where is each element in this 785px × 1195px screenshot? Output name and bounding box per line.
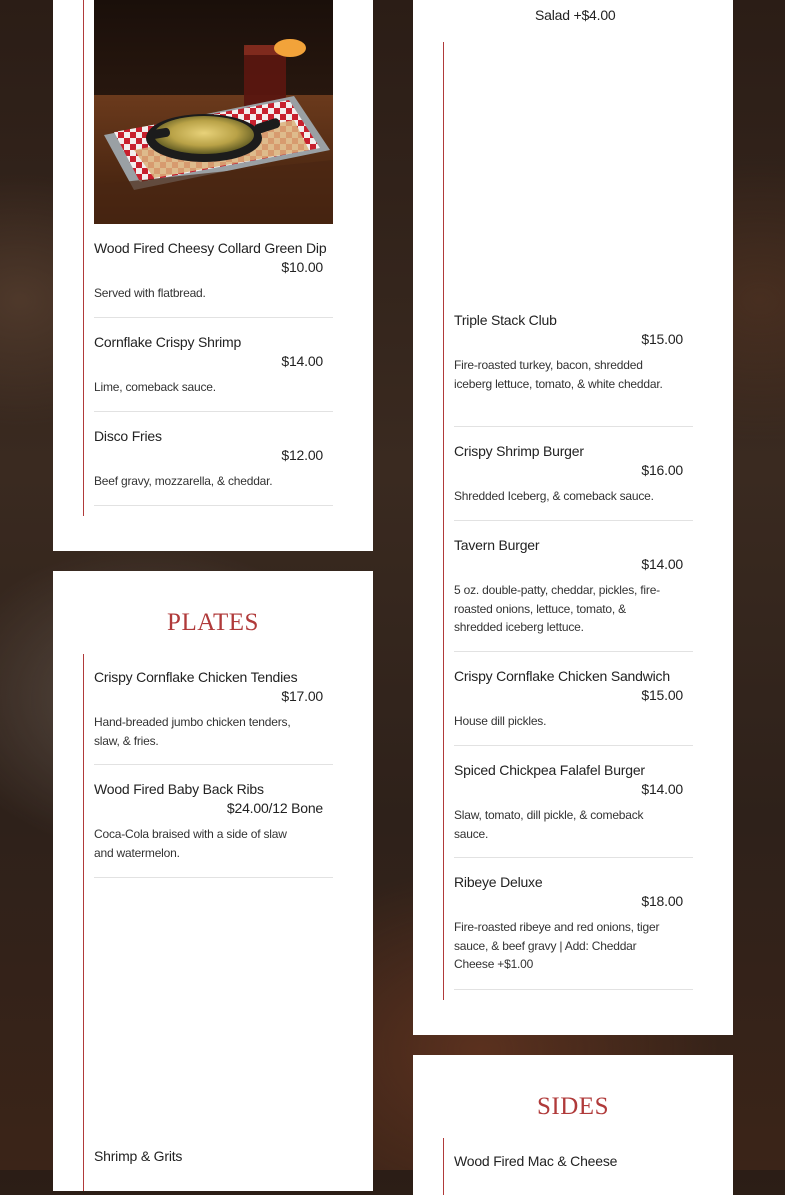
menu-item-name: Shrimp & Grits	[94, 1148, 183, 1164]
menu-item-price: $17.00	[281, 688, 323, 704]
menu-item-name: Spiced Chickpea Falafel Burger	[454, 762, 645, 778]
menu-item-ribeye-deluxe	[454, 874, 693, 990]
menu-item-price: $14.00	[641, 556, 683, 572]
menu-item-name: Triple Stack Club	[454, 312, 557, 328]
menu-item-disco-fries	[94, 428, 333, 506]
menu-item-name: Crispy Cornflake Chicken Sandwich	[454, 668, 670, 684]
menu-item-crispy-shrimp-burger	[454, 443, 693, 521]
item-divider	[94, 317, 333, 318]
item-divider	[454, 426, 693, 427]
menu-item-price: $14.00	[641, 781, 683, 797]
menu-item-description: Shredded Iceberg, & comeback sauce.	[454, 489, 654, 503]
menu-item-name: Cornflake Crispy Shrimp	[94, 334, 242, 350]
menu-item-description: 5 oz. double-patty, cheddar, pickles, fire-roasted onions, lettuce, tomato, & shredded iceberg lettuce.	[454, 583, 660, 634]
menu-item-price: $10.00	[281, 259, 323, 275]
menu-item-name: Wood Fired Baby Back Ribs	[94, 781, 264, 797]
menu-item-description: Lime, comeback sauce.	[94, 380, 216, 394]
sides-card	[413, 1055, 733, 1195]
menu-item-description: Served with flatbread.	[94, 286, 206, 300]
item-divider	[454, 857, 693, 858]
menu-item-name: Crispy Cornflake Chicken Tendies	[94, 669, 298, 685]
menu-item-chicken-sandwich	[454, 668, 693, 746]
partial-addon-text: Salad +$4.00	[535, 7, 616, 23]
menu-item-price: $15.00	[641, 331, 683, 347]
appetizers-list	[83, 0, 344, 516]
menu-item-price: $18.00	[641, 893, 683, 909]
menu-item-falafel-burger	[454, 762, 693, 858]
item-divider	[94, 411, 333, 412]
menu-item-price: $12.00	[281, 447, 323, 463]
menu-item-name: Crispy Shrimp Burger	[454, 443, 584, 459]
menu-item-description: Fire-roasted ribeye and red onions, tiger sauce, & beef gravy | Add: Cheddar Cheese +$1.00	[454, 920, 660, 971]
menu-item-chicken-tendies	[94, 669, 333, 765]
item-divider	[454, 520, 693, 521]
sandwiches-card	[413, 0, 733, 1035]
collard-dip-photo	[94, 0, 333, 224]
menu-item-baby-back-ribs	[94, 781, 333, 878]
sandwiches-list	[443, 42, 704, 1000]
menu-item-description: Hand-breaded jumbo chicken tenders, slaw, & fries.	[94, 715, 291, 748]
menu-item-price: $16.00	[641, 462, 683, 478]
menu-item-name: Ribeye Deluxe	[454, 874, 543, 890]
item-divider	[94, 505, 333, 506]
plates-card	[53, 571, 373, 1191]
item-divider	[454, 745, 693, 746]
menu-item-price: $15.00	[641, 687, 683, 703]
sides-list	[443, 1138, 704, 1195]
section-title-sides: SIDES	[537, 1093, 609, 1120]
menu-item-name: Tavern Burger	[454, 537, 540, 553]
menu-item-shrimp-grits	[94, 1148, 333, 1188]
menu-item-description: Beef gravy, mozzarella, & cheddar.	[94, 474, 273, 488]
menu-item-name: Disco Fries	[94, 428, 162, 444]
menu-item-tavern-burger	[454, 537, 693, 652]
menu-item-description: House dill pickles.	[454, 714, 547, 728]
menu-item-name: Wood Fired Mac & Cheese	[454, 1153, 618, 1169]
plates-list	[83, 654, 344, 1191]
menu-item-collard-dip	[94, 240, 333, 318]
section-title-plates: PLATES	[167, 609, 259, 636]
menu-item-triple-stack-club	[454, 312, 693, 427]
item-divider	[94, 877, 333, 878]
menu-item-price: $14.00	[281, 353, 323, 369]
menu-item-description: Fire-roasted turkey, bacon, shredded iceberg lettuce, tomato, & white cheddar.	[454, 358, 663, 391]
menu-item-mac-cheese	[454, 1153, 693, 1193]
menu-item-name: Wood Fired Cheesy Collard Green Dip	[94, 240, 327, 256]
item-divider	[454, 651, 693, 652]
menu-item-description: Coca-Cola braised with a side of slaw and watermelon.	[94, 827, 287, 860]
collard-dip-image	[94, 0, 333, 224]
menu-item-description: Slaw, tomato, dill pickle, & comeback sauce.	[454, 808, 644, 841]
appetizers-card	[53, 0, 373, 551]
menu-item-price: $24.00/12 Bone	[226, 800, 323, 816]
menu-item-crispy-shrimp	[94, 334, 333, 412]
item-divider	[454, 989, 693, 990]
item-divider	[94, 764, 333, 765]
